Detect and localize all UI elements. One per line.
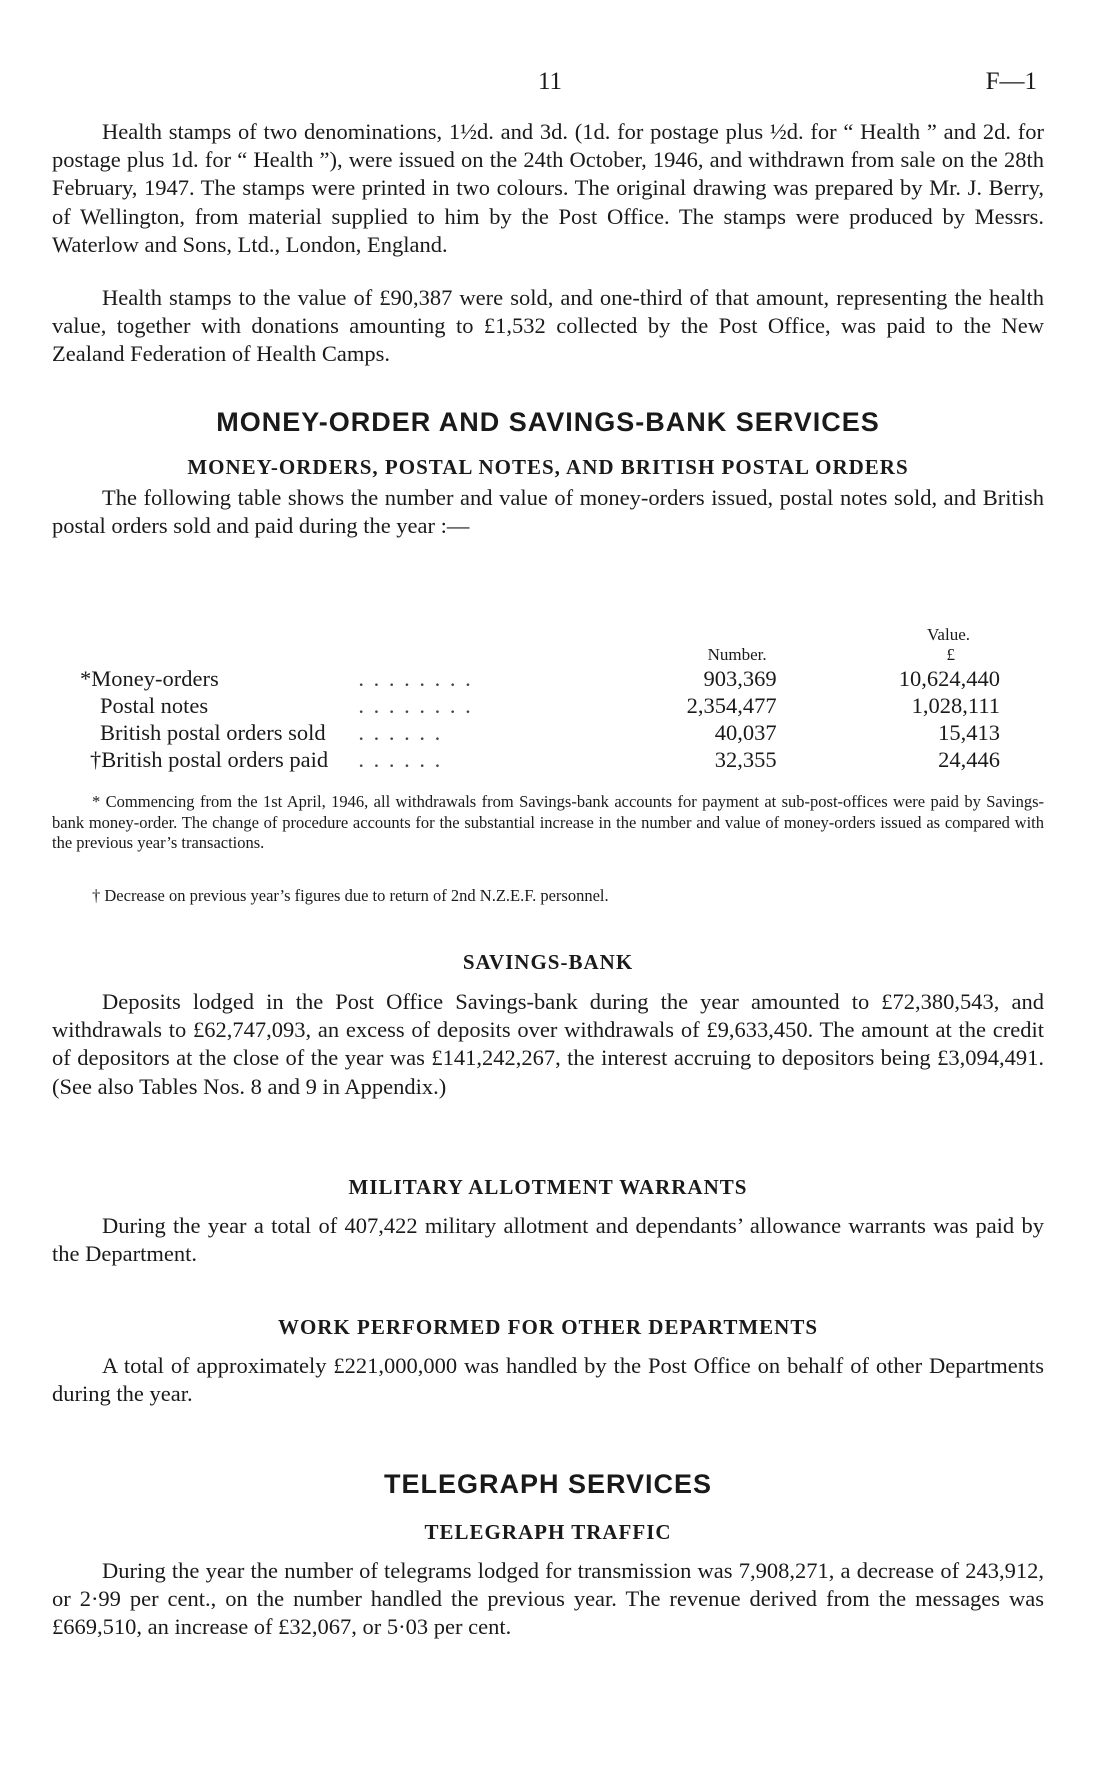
money-orders-subheading: MONEY-ORDERS, POSTAL NOTES, AND BRITISH POSTAL ORDERS: [187, 455, 909, 479]
footnote-money-orders: * Commencing from the 1st April, 1946, all withdrawals from Savings-bank accounts for payment at sub-post-offices were paid by Savings-bank money-order. The change of procedure accounts for the substantial increase in the number and value of money-orders issued as compared with the previous year’s transactions.: [52, 792, 1044, 852]
table-header-row-value: [80, 625, 1000, 645]
military-allotment-paragraph: During the year a total of 407,422 military allotment and dependants’ allowance warrants was paid by the Department.: [52, 1213, 1044, 1267]
row-number: 32,355: [714, 747, 777, 772]
row-value: 15,413: [938, 720, 1000, 745]
table-row: [80, 746, 1000, 773]
row-value: 1,028,111: [911, 693, 1000, 718]
row-number: 2,354,477: [686, 693, 777, 718]
leader-dots: . . . . . .: [358, 747, 443, 772]
leader-dots: . . . . . . . .: [358, 693, 473, 718]
money-order-intro-paragraph: The following table shows the number and value of money-orders issued, postal notes sold, and British postal orders sold and paid during the year :—: [52, 485, 1044, 539]
money-order-savings-bank-heading: MONEY-ORDER AND SAVINGS-BANK SERVICES: [216, 407, 880, 437]
telegraph-services-heading: TELEGRAPH SERVICES: [383, 1469, 713, 1499]
row-label: †British postal orders paid: [90, 747, 329, 772]
number-column-header: Number.: [707, 645, 767, 664]
savings-bank-paragraph: Deposits lodged in the Post Office Savings-bank during the year amounted to £72,380,543, and withdrawals to £62,747,093, an excess of deposits over withdrawals of £9,633,450. The amount at the credit of depositors at the close of the year was £141,242,267, the interest accruing to depositors being £3,094,491. (See also Tables Nos. 8 and 9 in Appendix.): [52, 989, 1044, 1099]
table-row: [80, 692, 1000, 719]
leader-dots: . . . . . . . .: [358, 666, 473, 691]
row-value: 24,446: [938, 747, 1000, 772]
row-label: *Money-orders: [80, 666, 219, 691]
table-row: [80, 665, 1000, 692]
table-row: [80, 719, 1000, 746]
military-allotment-heading: MILITARY ALLOTMENT WARRANTS: [348, 1175, 748, 1199]
page-number: 11: [537, 68, 563, 95]
row-number: 40,037: [714, 720, 777, 745]
table-header-row-units: [80, 645, 1000, 665]
other-departments-paragraph: A total of approximately £221,000,000 was handled by the Post Office on behalf of other Departments during the year.: [52, 1353, 1044, 1407]
telegraph-traffic-paragraph: During the year the number of telegrams lodged for transmission was 7,908,271, a decrease of 243,912, or 2·99 per cent., on the number handled the previous year. The revenue derived from the messages was £669,510, an increase of £32,067, or 5·03 per cent.: [52, 1558, 1044, 1640]
row-label: British postal orders sold: [100, 720, 326, 745]
health-stamps-paragraph-2: Health stamps to the value of £90,387 were sold, and one-third of that amount, representing the health value, together with donations amounting to £1,532 collected by the Post Office, was paid to the New Zealand Federation of Health Camps.: [52, 285, 1044, 367]
value-unit-header: £: [946, 645, 955, 664]
row-number: 903,369: [703, 666, 777, 691]
health-stamps-paragraph-1: Health stamps of two denominations, 1½d. and 3d. (1d. for postage plus ½d. for “ Health ” and 2d. for postage plus 1d. for “ Health ”), were issued on the 24th October, 1946, and withdrawn from sale on the 28th February, 1947. The stamps were printed in two colours. The original drawing was prepared by Mr. J. Berry, of Wellington, from material supplied to him by the Post Office. The stamps were produced by Messrs. Waterlow and Sons, Ltd., London, England.: [52, 119, 1044, 257]
document-reference: F—1: [985, 68, 1037, 95]
footnote-british-postal-orders: † Decrease on previous year’s figures due to return of 2nd N.Z.E.F. personnel.: [92, 886, 609, 905]
value-column-header: Value.: [927, 625, 970, 644]
other-departments-heading: WORK PERFORMED FOR OTHER DEPARTMENTS: [277, 1315, 819, 1339]
savings-bank-heading: SAVINGS-BANK: [462, 950, 634, 974]
row-value: 10,624,440: [898, 666, 1000, 691]
telegraph-traffic-subheading: TELEGRAPH TRAFFIC: [424, 1520, 672, 1544]
leader-dots: . . . . . .: [358, 720, 443, 745]
money-order-table: [80, 625, 1000, 773]
row-label: Postal notes: [100, 693, 209, 718]
